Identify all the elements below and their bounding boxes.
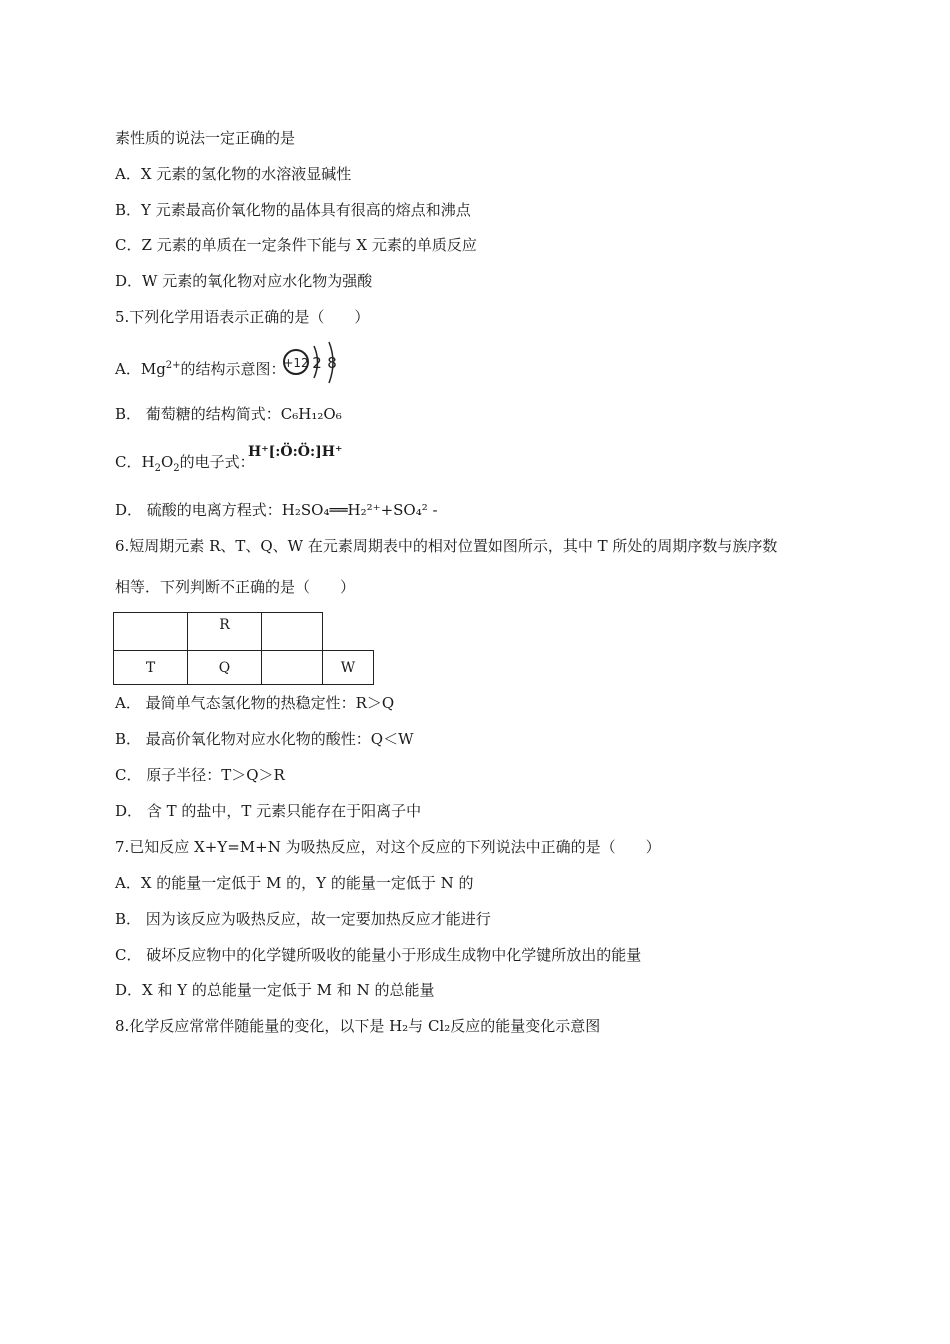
periodic-table-fragment (113, 612, 374, 685)
q5-c-mid: O (160, 453, 174, 471)
question-6-stem-line-2: 相等．下列判断不正确的是（ ） (115, 578, 356, 596)
q4-option-c: C．Z 元素的单质在一定条件下能与 X 元素的单质反应 (115, 236, 477, 254)
q5-option-d: D． 硫酸的电离方程式：H₂SO₄══H₂²⁺+SO₄² - (115, 501, 438, 519)
question-6-stem-line-1: 6.短周期元素 R、T、Q、W 在元素周期表中的相对位置如图所示，其中 T 所处的周期序数与族序数 (115, 537, 778, 555)
q7-option-b: B． 因为该反应为吸热反应，故一定要加热反应才能进行 (115, 910, 491, 928)
table-cell-empty (323, 613, 374, 651)
q5-c-suffix: 的电子式： (179, 453, 255, 471)
table-row (114, 651, 374, 685)
mg-shell-1-count: 2 (312, 354, 322, 372)
h2o2-electron-formula: H⁺[:Ö:Ö:]H⁺ (248, 444, 343, 460)
table-cell-q: Q (188, 651, 262, 685)
q5-option-a (115, 356, 286, 379)
q5-b-formula: C₆H₁₂O₆ (280, 405, 342, 423)
question-7-stem: 7.已知反应 X+Y=M+N 为吸热反应，对这个反应的下列说法中正确的是（ ） (115, 838, 661, 856)
q5-option-c (115, 452, 255, 479)
table-cell (262, 651, 323, 685)
q5-a-suffix: 的结构示意图： (180, 360, 286, 378)
mg-shell-2-count: 8 (327, 354, 337, 372)
q6-option-a: A． 最简单气态氢化物的热稳定性：R＞Q (115, 694, 395, 712)
q5-c-sub1: 2 (154, 463, 161, 474)
q5-a-prefix: A．Mg (115, 360, 166, 378)
table-cell-r: R (188, 613, 262, 651)
q7-option-a: A．X 的能量一定低于 M 的，Y 的能量一定低于 N 的 (115, 874, 474, 892)
q4-option-d: D．W 元素的氧化物对应水化物为强酸 (115, 272, 373, 290)
question-4-stem-tail: 素性质的说法一定正确的是 (115, 129, 296, 147)
q5-c-prefix: C．H (115, 453, 155, 471)
q5-b-prefix: B． 葡萄糖的结构简式： (115, 405, 281, 423)
mg-ion-structure-diagram (281, 340, 343, 386)
question-5-stem: 5.下列化学用语表示正确的是（ ） (115, 308, 370, 326)
q4-option-b: B．Y 元素最高价氧化物的晶体具有很高的熔点和沸点 (115, 201, 471, 219)
table-row (114, 613, 374, 651)
table-cell-w: W (323, 651, 374, 685)
question-8-stem: 8.化学反应常常伴随能量的变化，以下是 H₂与 Cl₂反应的能量变化示意图 (115, 1017, 601, 1035)
table-cell (262, 613, 323, 651)
q5-option-b (115, 404, 342, 424)
q6-option-c: C． 原子半径：T＞Q＞R (115, 766, 285, 784)
q6-option-b: B． 最高价氧化物对应水化物的酸性：Q＜W (115, 730, 414, 748)
q6-option-d: D． 含 T 的盐中，T 元素只能存在于阳离子中 (115, 802, 422, 820)
q7-option-c: C． 破坏反应物中的化学键所吸收的能量小于形成生成物中化学键所放出的能量 (115, 946, 642, 964)
q4-option-a: A．X 元素的氢化物的水溶液显碱性 (115, 165, 352, 183)
q5-c-sub2: 2 (173, 463, 180, 474)
table-cell (114, 613, 188, 651)
mg-nucleus-label: +12 (283, 356, 309, 370)
q7-option-d: D．X 和 Y 的总能量一定低于 M 和 N 的总能量 (115, 981, 435, 999)
q5-a-charge: 2+ (165, 360, 181, 371)
table-cell-t: T (114, 651, 188, 685)
